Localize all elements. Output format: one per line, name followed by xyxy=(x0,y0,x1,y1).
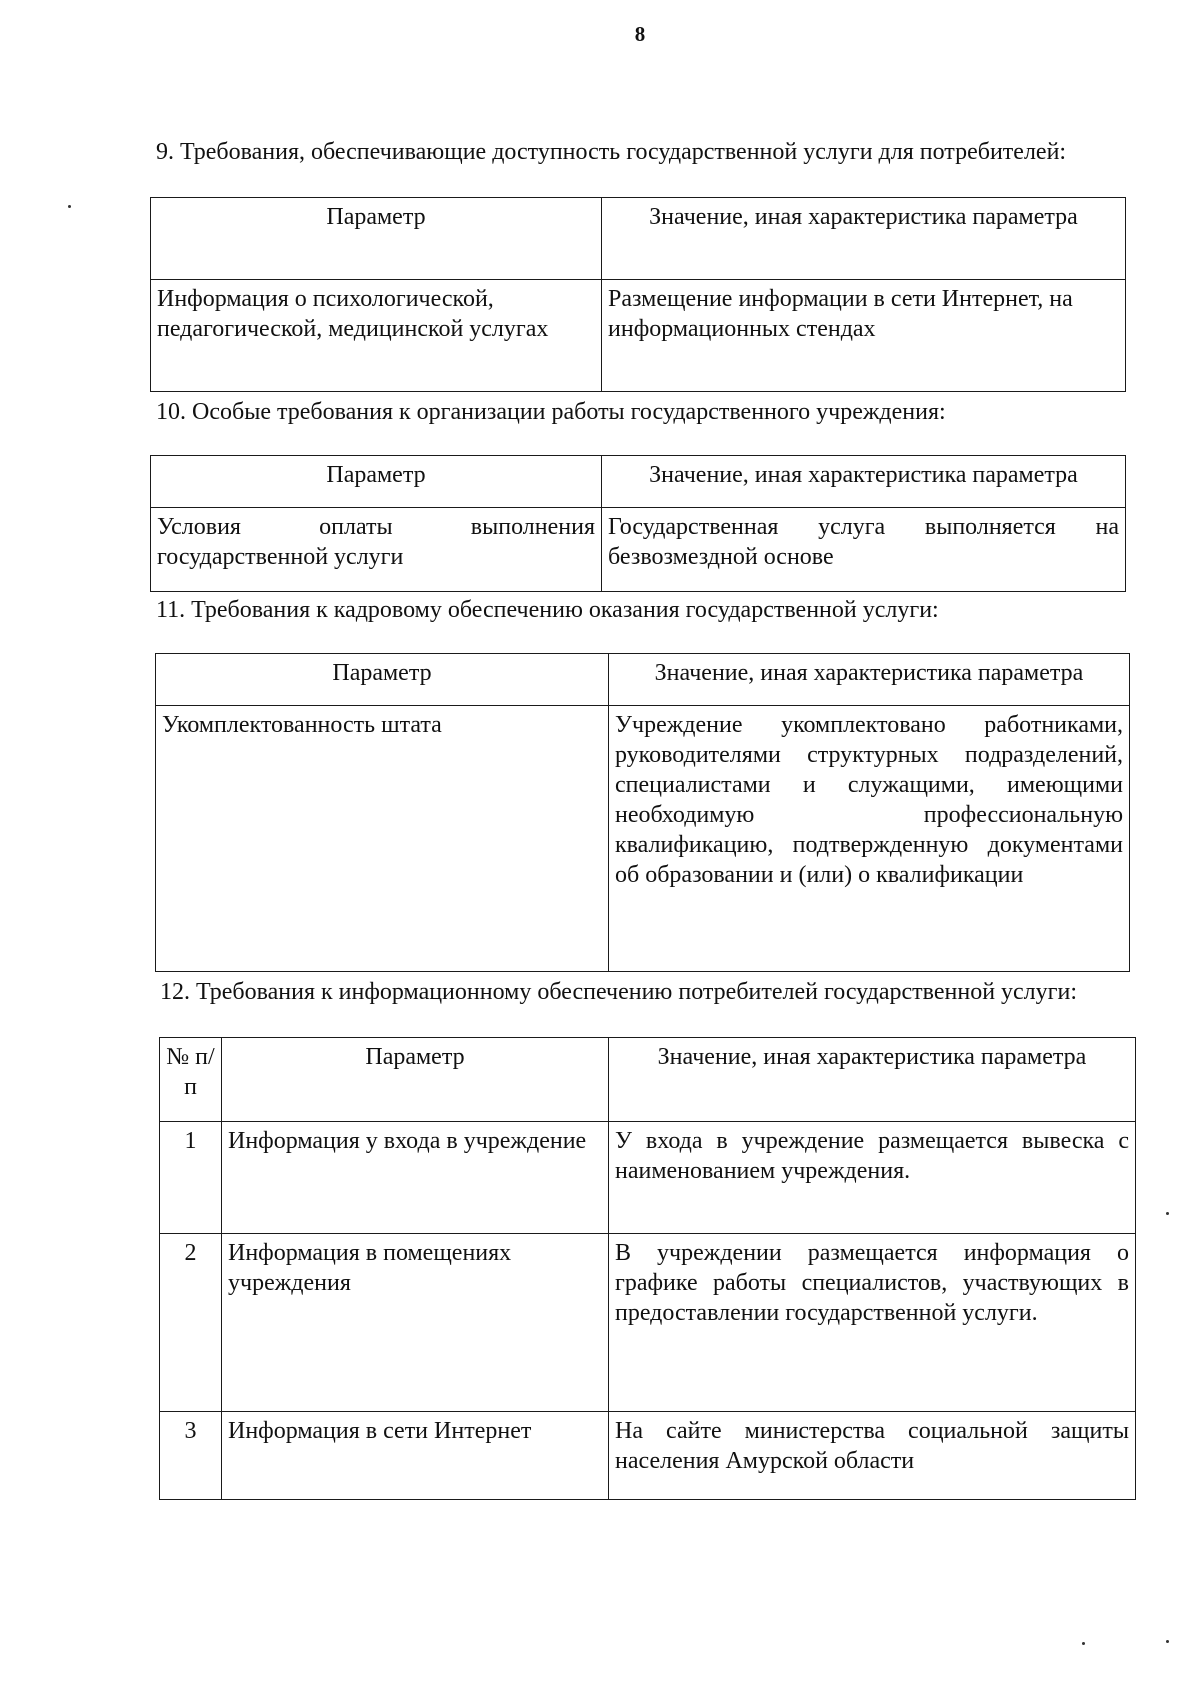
section-11-table xyxy=(155,653,1130,972)
table-header-row xyxy=(160,1038,1136,1122)
cell-value: На сайте министерства социальной защиты населения Амурской области xyxy=(609,1412,1136,1500)
section-10-heading: 10. Особые требования к организации работы государственного учреждения: xyxy=(156,399,946,425)
scan-speck xyxy=(68,205,71,208)
cell-number: 1 xyxy=(160,1122,222,1234)
table-row xyxy=(160,1122,1136,1234)
cell-value: В учреждении размещается информация о графике работы специалистов, участвующих в предоставлении государственной услуги. xyxy=(609,1234,1136,1412)
table-header-row xyxy=(151,456,1126,508)
table-row xyxy=(156,706,1130,972)
header-value: Значение, иная характеристика параметра xyxy=(609,654,1130,706)
cell-number: 2 xyxy=(160,1234,222,1412)
cell-value: У входа в учреждение размещается вывеска с наименованием учреждения. xyxy=(609,1122,1136,1234)
cell-value: Государственная услуга выполняется на безвозмездной основе xyxy=(602,508,1126,592)
cell-parameter: Условия оплаты выполнения государственной услуги xyxy=(151,508,602,592)
page-number: 8 xyxy=(634,22,646,46)
cell-value: Размещение информации в сети Интернет, на информационных стендах xyxy=(602,280,1126,392)
section-12-heading: 12. Требования к информационному обеспечению потребителей государственной услуги: xyxy=(160,979,1078,1005)
cell-parameter: Информация в сети Интернет xyxy=(222,1412,609,1500)
header-parameter: Параметр xyxy=(156,654,609,706)
header-value: Значение, иная характеристика параметра xyxy=(602,198,1126,280)
table-row xyxy=(160,1234,1136,1412)
scan-speck xyxy=(1166,1212,1169,1215)
section-11-heading: 11. Требования к кадровому обеспечению оказания государственной услуги: xyxy=(156,597,939,623)
table-header-row xyxy=(151,198,1126,280)
table-header-row xyxy=(156,654,1130,706)
cell-parameter: Информация о психологической, педагогической, медицинской услугах xyxy=(151,280,602,392)
table-row xyxy=(160,1412,1136,1500)
cell-parameter: Информация в помещениях учреждения xyxy=(222,1234,609,1412)
cell-number: 3 xyxy=(160,1412,222,1500)
header-parameter: Параметр xyxy=(151,456,602,508)
header-parameter: Параметр xyxy=(222,1038,609,1122)
section-9-heading: 9. Требования, обеспечивающие доступность государственной услуги для потребителей: xyxy=(156,139,1067,165)
header-number: № п/п xyxy=(160,1038,222,1122)
cell-parameter: Укомплектованность штата xyxy=(156,706,609,972)
scan-speck xyxy=(1082,1642,1085,1645)
header-value: Значение, иная характеристика параметра xyxy=(609,1038,1136,1122)
section-10-table xyxy=(150,455,1126,592)
header-value: Значение, иная характеристика параметра xyxy=(602,456,1126,508)
cell-parameter: Информация у входа в учреждение xyxy=(222,1122,609,1234)
table-row xyxy=(151,508,1126,592)
section-9-table xyxy=(150,197,1126,392)
section-12-table xyxy=(159,1037,1136,1500)
header-parameter: Параметр xyxy=(151,198,602,280)
table-row xyxy=(151,280,1126,392)
cell-value: Учреждение укомплектовано работниками, руководителями структурных подразделений, специалистами и служащими, имеющими необходимую профессиональную квалификацию, подтвержденную документами об образовании и (или) о квалификации xyxy=(609,706,1130,972)
scan-speck xyxy=(1166,1640,1169,1643)
